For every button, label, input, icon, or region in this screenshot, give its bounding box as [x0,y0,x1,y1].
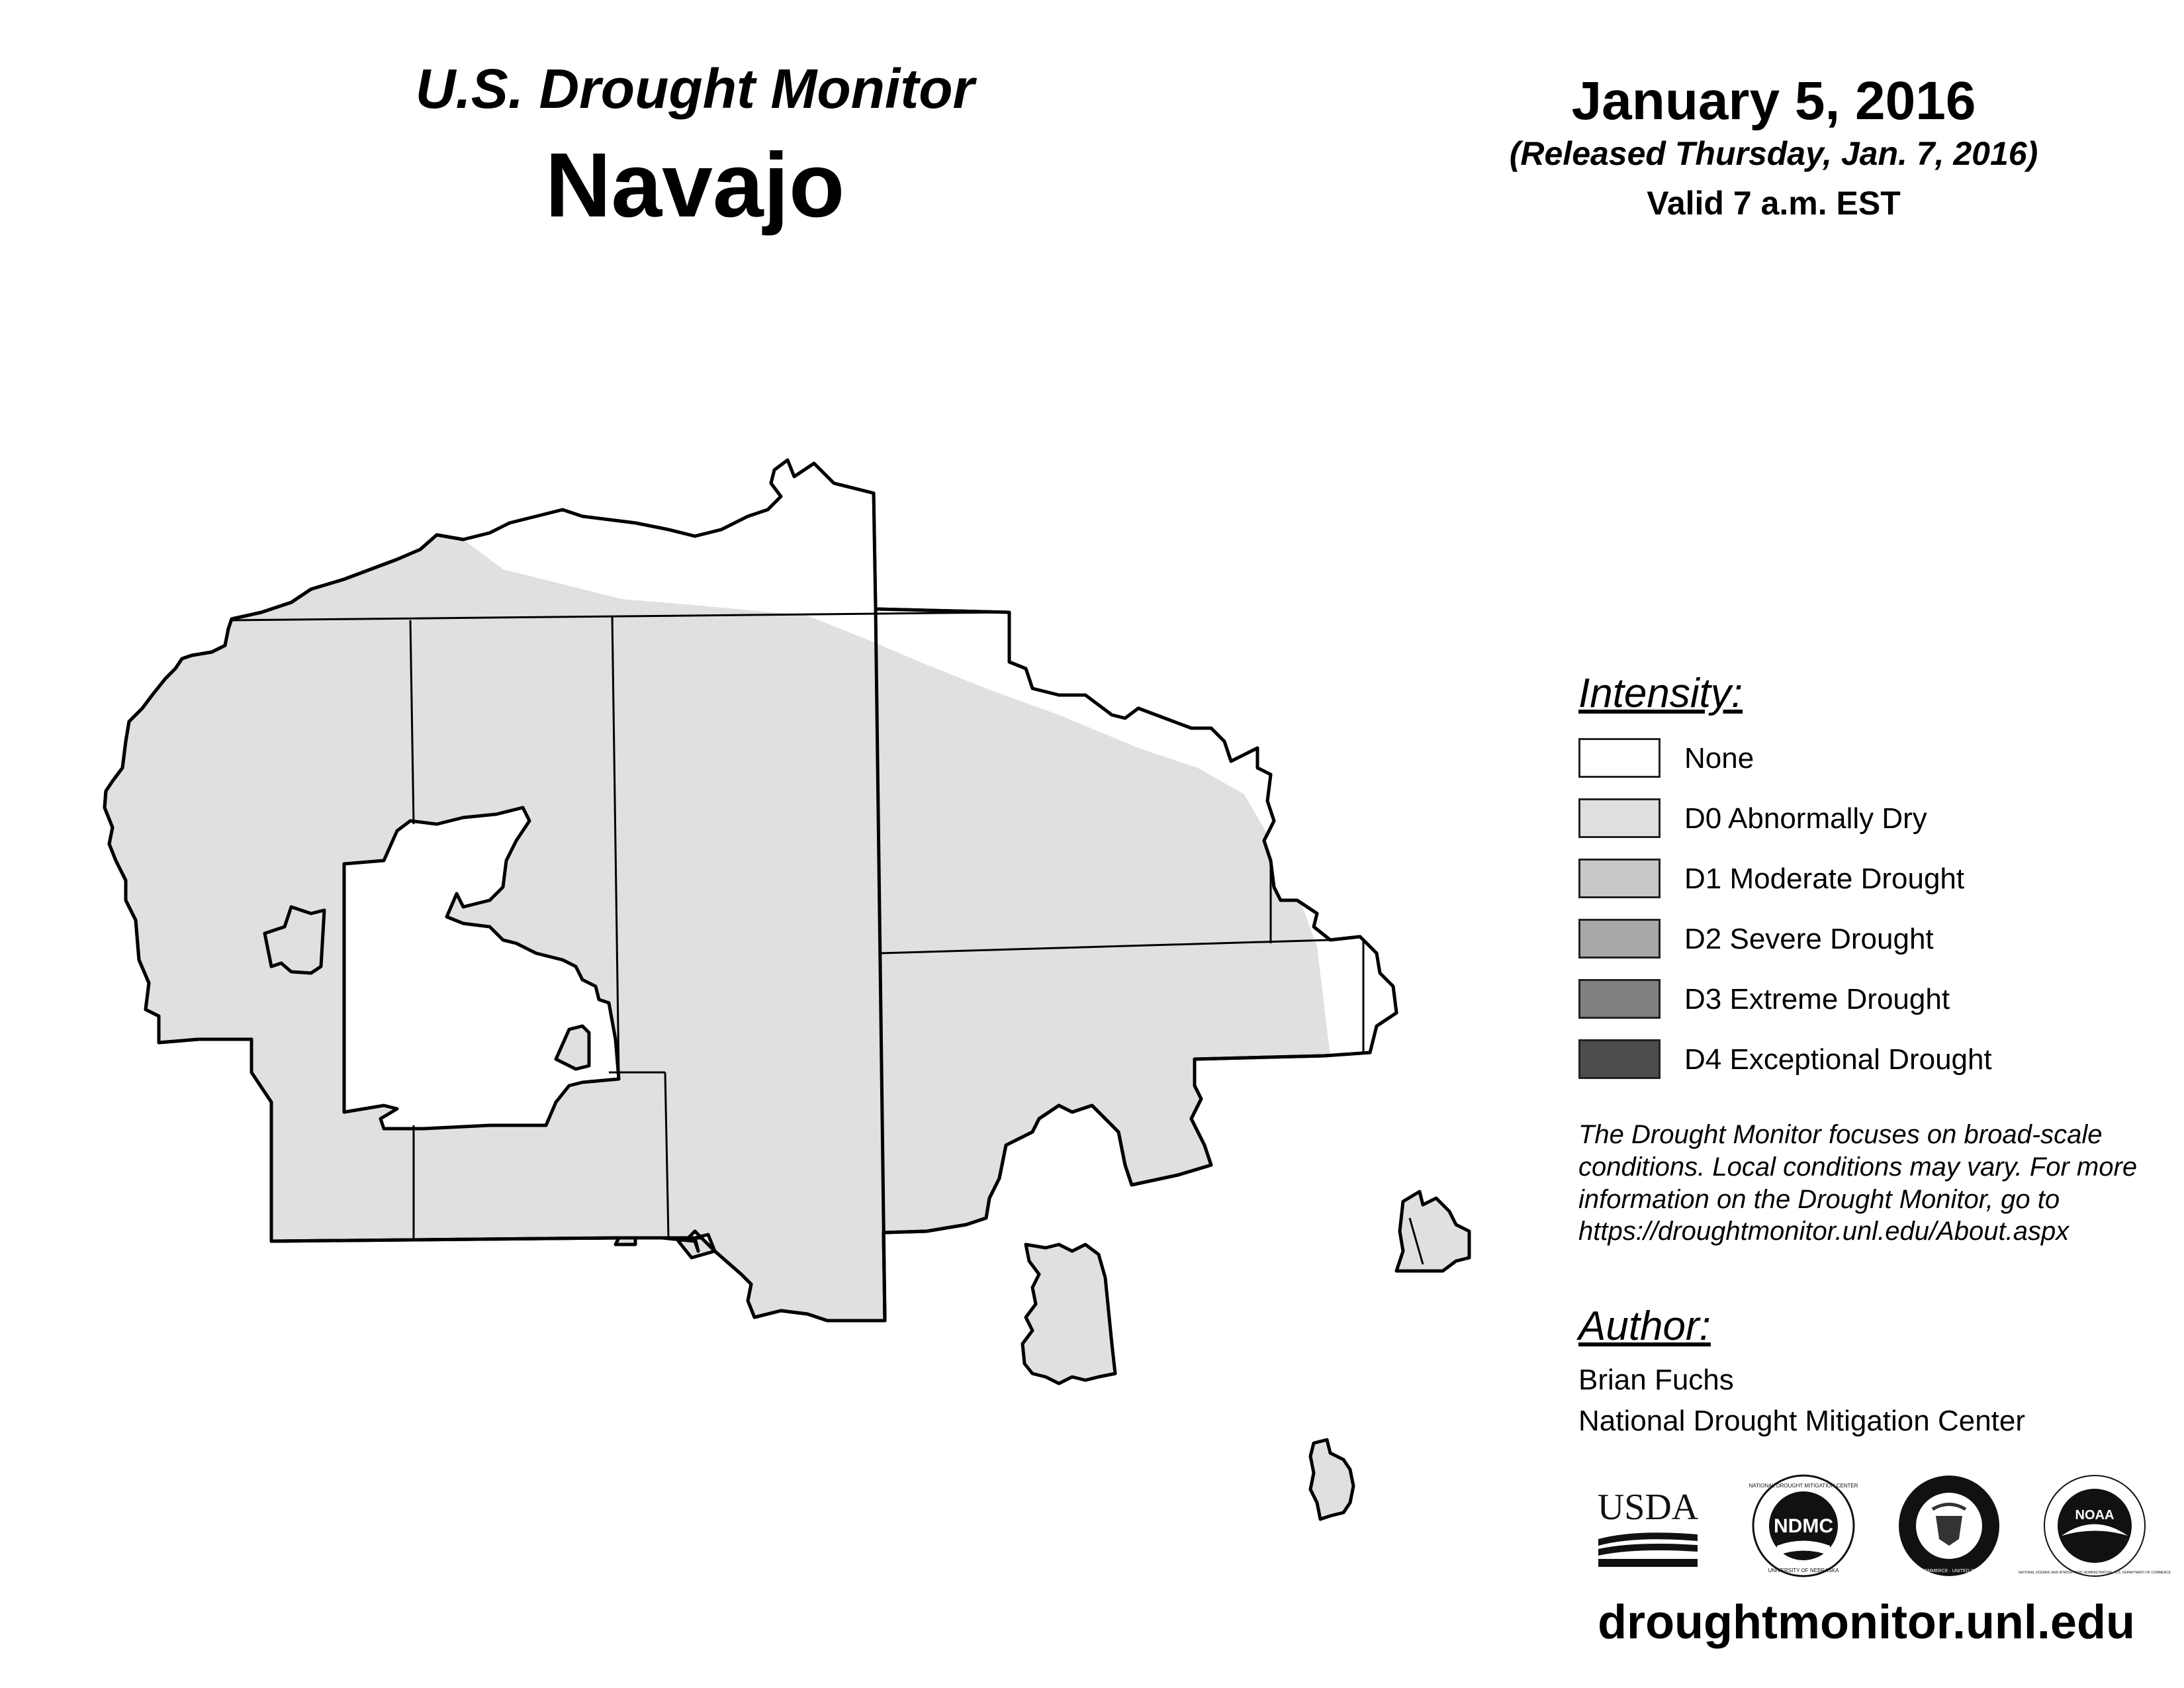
usda-logo-text: USDA [1597,1487,1699,1528]
legend-label: D0 Abnormally Dry [1684,802,1927,835]
legend-label: D2 Severe Drought [1684,923,1934,955]
legend-label: None [1684,742,1754,774]
legend-swatch [1578,859,1661,898]
ndmc-logo-text: NDMC [1774,1515,1833,1537]
map-date: January 5, 2016 [1571,71,1976,131]
legend-swatch [1578,919,1661,959]
noaa-logo [2018,1473,2171,1579]
author-name: Brian Fuchs [1578,1364,1734,1396]
valid-time: Valid 7 a.m. EST [1647,185,1901,222]
legend-swatch [1578,798,1661,838]
noaa-logo-text: NOAA [2075,1508,2115,1523]
map-title-line1: U.S. Drought Monitor [415,58,975,120]
release-date: (Released Thursday, Jan. 7, 2016) [1509,135,2038,172]
ndmc-logo [1751,1473,1856,1579]
legend-item-d0 [1578,798,2108,841]
ndmc-ring-top: NATIONAL DROUGHT MITIGATION CENTER [1749,1483,1858,1489]
author-organization: National Drought Mitigation Center [1578,1405,2026,1437]
legend-label: D3 Extreme Drought [1684,983,1950,1015]
map-title-region: Navajo [545,134,845,236]
legend-label: D1 Moderate Drought [1684,863,1965,895]
southeast-parcel [1310,1440,1353,1519]
website-url: droughtmonitor.unl.edu [1598,1596,2135,1649]
commerce-ring-text: DEPARTMENT OF COMMERCE · UNITED STATES OF AMERICA [1880,1569,2019,1573]
legend-heading: Intensity: [1578,671,1743,716]
southern-parcel [1023,1244,1115,1383]
info-note: The Drought Monitor focuses on broad-scale conditions. Local conditions may vary. For more information on the Drought Monitor, go to https://droughtmonitor.unl.edu/About.aspx [1578,1120,2138,1246]
legend-item-d2 [1578,919,2108,961]
legend-swatch [1578,1039,1661,1079]
eastern-parcel [1396,1192,1469,1271]
legend-item-d4 [1578,1039,2108,1082]
ndmc-ring-bottom: UNIVERSITY OF NEBRASKA [1768,1568,1839,1573]
legend-swatch [1578,738,1661,778]
legend-item-none [1578,738,2108,780]
author-heading: Author: [1578,1303,1711,1349]
partner-logos [1575,1470,2171,1582]
legend-swatch [1578,979,1661,1019]
legend-item-d3 [1578,979,2108,1021]
usda-logo [1595,1483,1701,1569]
commerce-seal [1880,1473,2019,1579]
legend-label: D4 Exceptional Drought [1684,1043,1992,1076]
legend-item-d1 [1578,859,2108,901]
noaa-ring-text: NATIONAL OCEANIC AND ATMOSPHERIC ADMINISTRATION · U.S. DEPARTMENT OF COMMERCE [2018,1571,2171,1575]
